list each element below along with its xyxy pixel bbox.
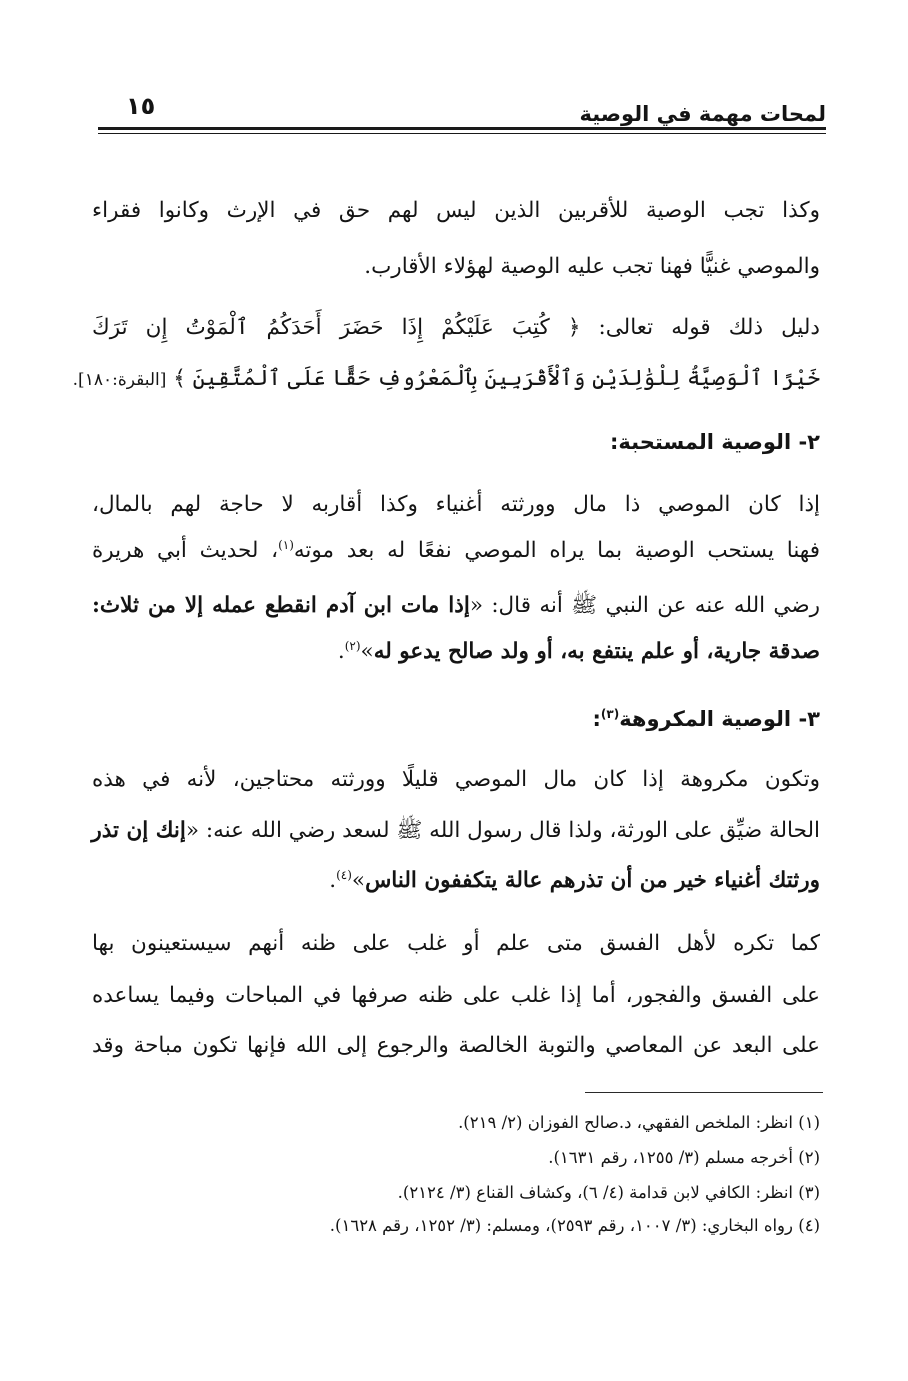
footnote: (٢) أخرجه مسلم (٣/ ١٢٥٥، رقم ١٦٣١). xyxy=(548,1148,820,1167)
text-line: دليل ذلك قوله تعالى: ﴿ كُتِبَ عَلَيْكُمْ إِذَا حَضَرَ أَحَدَكُمُ ٱلْمَوْتُ إِن تَرَكَ xyxy=(92,315,820,340)
text-line: وكذا تجب الوصية للأقربين الذين ليس لهم حق في الإرث وكانوا فقراء xyxy=(92,198,820,223)
text-line: والموصي غنيًّا فهنا تجب عليه الوصية لهؤلاء الأقارب. xyxy=(364,254,820,279)
hadith-text: إنك إن تذر xyxy=(91,818,186,843)
footnote-marker: (٣) xyxy=(600,707,620,721)
text-line: على البعد عن المعاصي والتوبة الخالصة والرجوع إلى الله فإنها تكون مباحة وقد xyxy=(92,1033,820,1058)
section-heading: ٣- الوصية المكروهة$^{(٣)}$: xyxy=(592,707,820,731)
header-rule-thin xyxy=(98,133,826,134)
footnote: (١) انظر: الملخص الفقهي، د.صالح الفوزان (٢/ ٢١٩). xyxy=(458,1113,820,1132)
hadith-text: صدقة جارية، أو علم ينتفع به، أو ولد صالح يدعو له xyxy=(373,639,820,664)
page-header xyxy=(98,88,826,132)
text-line: الحالة ضيِّق على الورثة، ولذا قال رسول الله ﷺ لسعد رضي الله عنه: «إنك إن تذر xyxy=(91,818,820,843)
text-line: على الفسق والفجور، أما إذا غلب على ظنه صرفها في المباحات وفيما يساعده xyxy=(92,983,820,1008)
section-heading: ٢- الوصية المستحبة: xyxy=(610,430,820,454)
hadith-text: إذا مات ابن آدم انقطع عمله إلا من ثلاث: xyxy=(92,593,470,618)
footnote-marker: (٤) xyxy=(336,867,352,882)
footnote: (٣) انظر: الكافي لابن قدامة (٤/ ٦)، وكشاف القناع (٣/ ٢١٢٤). xyxy=(397,1183,820,1202)
footnote-separator xyxy=(585,1092,823,1093)
quran-verse: خَيْرًا ٱلْوَصِيَّةُ لِلْوَٰلِدَيْنِ وَٱلْأَقْرَبِينَ بِٱلْمَعْرُوفِ حَقًّا عَلَى ٱلْمُتَّقِينَ ﴾ xyxy=(173,366,820,391)
text-line: فهنا يستحب الوصية بما يراه الموصي نفعًا له بعد موته$^{(١)}$، لحديث أبي هريرة xyxy=(92,537,820,563)
footnote: (٤) رواه البخاري: (٣/ ١٠٠٧، رقم ٢٥٩٣)، ومسلم: (٣/ ١٢٥٢، رقم ١٦٢٨). xyxy=(329,1216,820,1235)
text-line: وتكون مكروهة إذا كان مال الموصي قليلًا وورثته محتاجين، لأنه في هذه xyxy=(92,767,820,792)
text-line: كما تكره لأهل الفسق متى علم أو غلب على ظنه أنهم سيستعينون بها xyxy=(92,931,820,956)
footnote-marker: (١) xyxy=(278,537,294,552)
header-rule-thick xyxy=(98,127,826,130)
footnote-marker: (٢) xyxy=(344,638,361,653)
page-number: ١٥ xyxy=(126,92,156,120)
text-line: ورثتك أغنياء خير من أن تذرهم عالة يتكففون الناس»$^{(٤)}$. xyxy=(329,867,820,893)
text-line: صدقة جارية، أو علم ينتفع به، أو ولد صالح يدعو له»$^{(٢)}$. xyxy=(337,638,820,664)
hadith-text: ورثتك أغنياء خير من أن تذرهم عالة يتكففون الناس xyxy=(365,868,820,893)
text-line: رضي الله عنه عن النبي ﷺ أنه قال: «إذا مات ابن آدم انقطع عمله إلا من ثلاث: xyxy=(92,593,820,618)
verse-line xyxy=(72,364,820,395)
running-title: لمحات مهمة في الوصية xyxy=(579,102,826,126)
verse-reference: [البقرة:١٨٠]. xyxy=(72,370,167,390)
text-line: إذا كان الموصي ذا مال وورثته أغنياء وكذا أقاربه لا حاجة لهم بالمال، xyxy=(92,492,820,517)
